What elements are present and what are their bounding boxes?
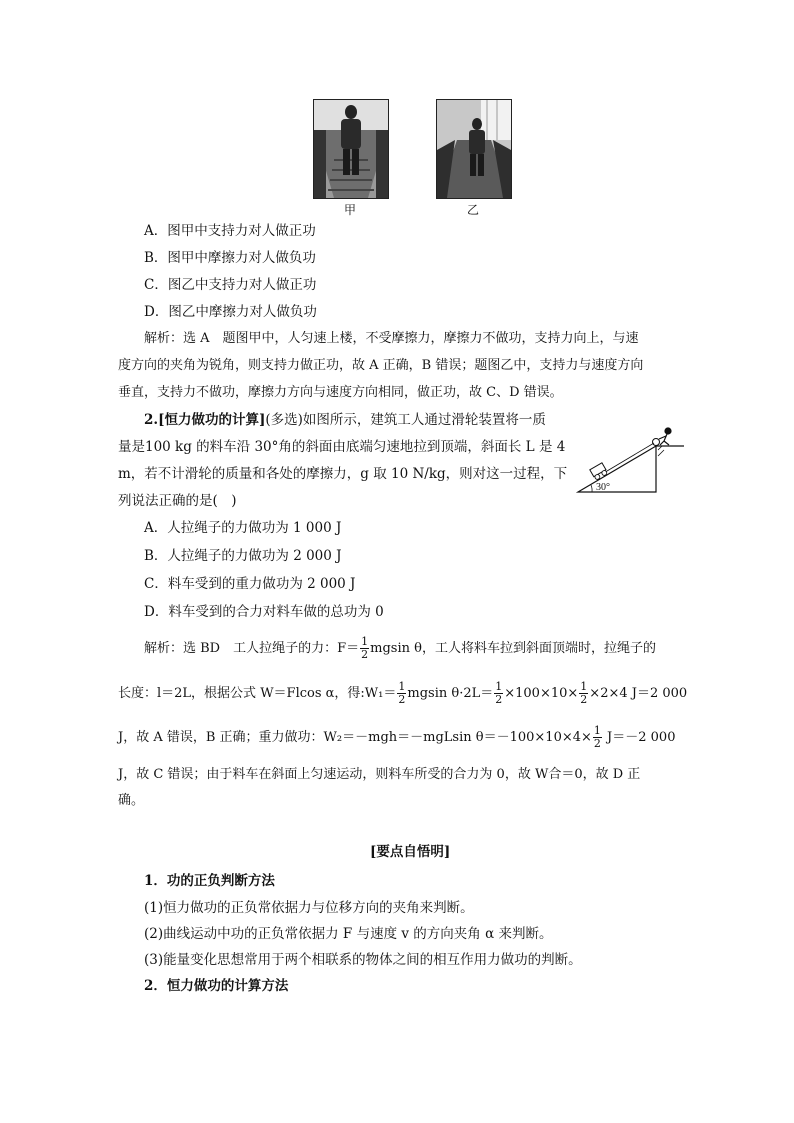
q2-title-rest: (多选)如图所示，建筑工人通过滑轮装置将一质 [265, 412, 546, 428]
q1-analysis-line-3: 垂直，支持力不做功，摩擦力方向与速度方向相同，做正功，故 C、D 错误。 [118, 385, 563, 400]
fraction-half-2 [397, 681, 406, 706]
q2-analysis-2b: mgsin θ·2L＝ [407, 686, 494, 701]
angle-arc [591, 485, 592, 492]
moving-walkway-photo-yi-image [437, 100, 511, 198]
q2-analysis-3a: J，故 A 错误，B 正确；重力做功：W₂＝－mgh＝－mgLsin θ＝－100×10×4× [118, 730, 592, 745]
caption-jia: 甲 [343, 203, 356, 217]
frac-num: 1 [580, 680, 588, 693]
q1-analysis-line-1: 解析：选 A 题图甲中，人匀速上楼，不受摩擦力，摩擦力不做功，支持力向上，与速 [144, 331, 639, 346]
q1-option-d: D．图乙中摩擦力对人做负功 [144, 304, 317, 320]
q2-option-d: D．料车受到的合力对料车做的总功为 0 [144, 604, 384, 620]
moving-walkway-photo-yi [436, 99, 512, 199]
frac-den: 2 [398, 693, 406, 706]
fraction-half-3 [494, 681, 503, 706]
angle-label: 30° [596, 482, 610, 493]
q2-option-a: A．人拉绳子的力做功为 1 000 J [144, 520, 342, 536]
q2-analysis-1b: mgsin θ，工人将料车拉到斜面顶端时，拉绳子的 [370, 641, 656, 656]
q2-title-prefix: 2.[恒力做功的计算] [144, 412, 266, 428]
escalator-photo-jia-image [314, 100, 388, 198]
q1-option-c: C．图乙中支持力对人做正功 [144, 277, 317, 293]
summary-item-3: (3)能量变化思想常用于两个相联系的物体之间的相互作用力做功的判断。 [144, 952, 582, 968]
q2-analysis-3b: J＝－2 000 [602, 730, 676, 745]
frac-num: 1 [495, 680, 503, 693]
q2-stem-line-1: 量是100 kg 的料车沿 30°角的斜面由底端匀速地拉到顶端，斜面长 L 是 4 [118, 439, 566, 455]
q2-analysis-2c: ×100×10× [504, 686, 579, 701]
q2-analysis-line-4: J，故 C 错误；由于料车在斜面上匀速运动，则料车所受的合力为 0，故 W合＝0，故 D 正 [118, 767, 641, 782]
worker-icon [659, 428, 671, 445]
fraction-half-5 [593, 725, 602, 750]
fraction-half-1 [360, 636, 369, 661]
frac-num: 1 [593, 724, 601, 737]
frac-den: 2 [580, 693, 588, 706]
escalator-photo-jia [313, 99, 389, 199]
q2-option-b: B．人拉绳子的力做功为 2 000 J [144, 548, 342, 564]
q2-stem-line-2: m，若不计滑轮的质量和各处的摩擦力，g 取 10 N/kg，则对这一过程，下 [118, 466, 568, 482]
frac-den: 2 [361, 648, 369, 661]
summary-item-1: (1)恒力做功的正负常依据力与位移方向的夹角来判断。 [144, 900, 474, 916]
q2-option-c: C．料车受到的重力做功为 2 000 J [144, 576, 356, 592]
q1-option-b: B．图甲中摩擦力对人做负功 [144, 250, 316, 266]
q2-analysis-line-2 [118, 681, 687, 707]
caption-yi: 乙 [466, 203, 479, 217]
q2-analysis-line-5: 确。 [118, 793, 145, 808]
q2-stem-line-3: 列说法正确的是( ) [118, 493, 237, 509]
q2-analysis-2d: ×2×4 J＝2 000 [589, 686, 688, 701]
frac-den: 2 [495, 693, 503, 706]
cart-icon [590, 463, 608, 481]
frac-den: 2 [593, 737, 601, 750]
summary-item-2: (2)曲线运动中功的正负常依据力 F 与速度 v 的方向夹角 α 来判断。 [144, 926, 553, 942]
q2-analysis-2a: 长度：l＝2L，根据公式 W＝Flcos α，得:W₁＝ [118, 686, 397, 701]
q2-analysis-1a: 解析：选 BD 工人拉绳子的力：F＝ [144, 641, 360, 656]
fraction-half-4 [579, 681, 588, 706]
q1-option-a: A．图甲中支持力对人做正功 [144, 223, 316, 239]
q2-title-line [144, 410, 546, 430]
summary-point-1: 1．功的正负判断方法 [144, 873, 275, 889]
rope-line [602, 443, 654, 474]
q1-analysis-line-2: 度方向的夹角为锐角，则支持力做正功，故 A 正确，B 错误；题图乙中，支持力与速度方向 [118, 358, 644, 373]
hatching [658, 446, 664, 456]
summary-point-2: 2．恒力做功的计算方法 [144, 978, 289, 994]
incline-triangle [578, 446, 656, 492]
pulley-icon [653, 439, 660, 446]
incline-pulley-diagram [576, 422, 686, 494]
q2-analysis-line-1 [144, 636, 656, 662]
q2-analysis-line-3 [118, 725, 675, 751]
frac-num: 1 [361, 635, 369, 648]
frac-num: 1 [398, 680, 406, 693]
summary-heading: [要点自悟明] [370, 844, 451, 860]
